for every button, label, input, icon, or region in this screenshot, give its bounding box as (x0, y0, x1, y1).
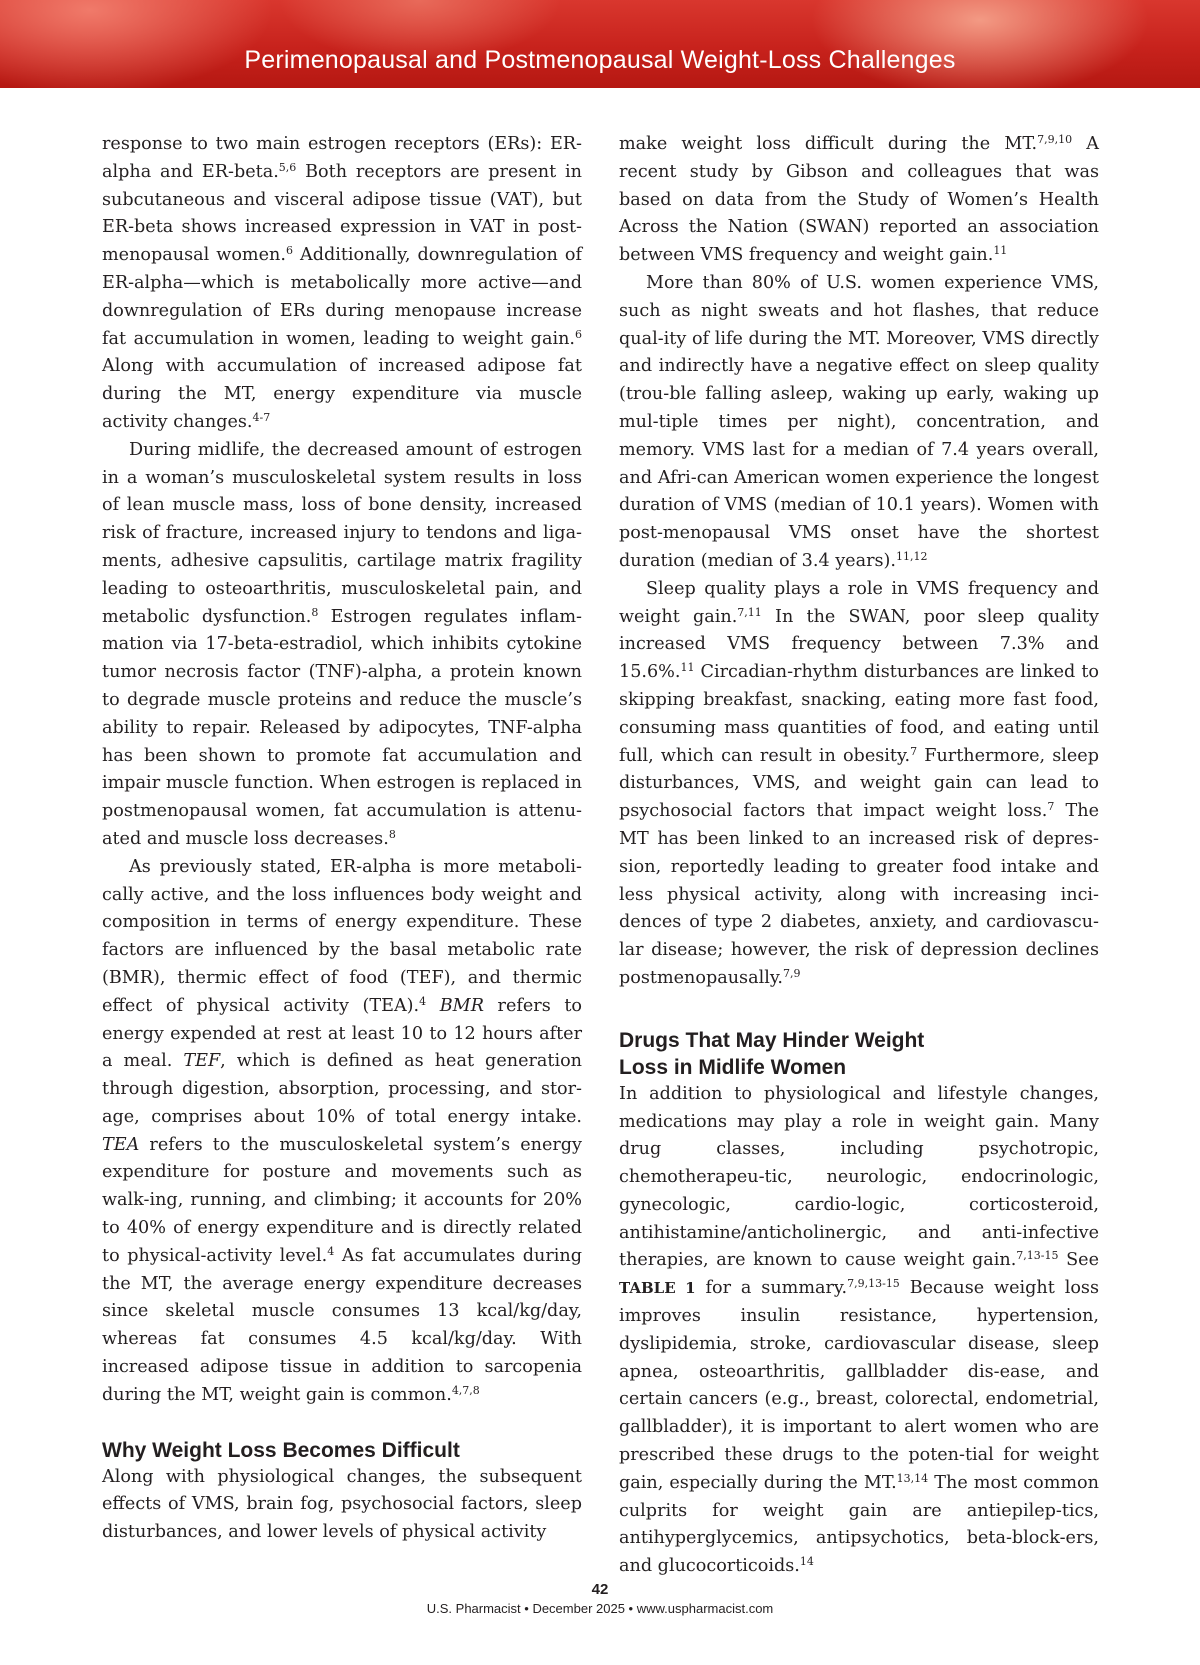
publication-credit: U.S. Pharmacist • December 2025 • www.uspharmacist.com (426, 1601, 774, 1616)
citation: 7,11 (737, 605, 762, 619)
citation: 11 (993, 244, 1008, 258)
page-footer (0, 1580, 1200, 1618)
citation: 7,9 (783, 966, 801, 980)
citation: 11,12 (895, 549, 928, 563)
citation: 6 (575, 327, 582, 341)
citation: 14 (799, 1555, 814, 1569)
header-banner (0, 0, 1200, 88)
right-column (619, 131, 1099, 1581)
paragraph: Along with physiological changes, the subsequent effects of VMS, brain fog, psychosocial factors, sleep disturbances, and lower levels of physical activity (102, 1466, 582, 1543)
page-header-title: Perimenopausal and Postmenopausal Weight-Loss Challenges (244, 46, 956, 74)
citation: 13,14 (896, 1471, 929, 1485)
citation: 8 (311, 605, 319, 619)
paragraph: During midlife, the decreased amount of estrogen in a woman’s musculoskeletal system results in loss of lean muscle mass, loss of bone density, increased risk of fracture, increased injury to tendons and liga-ments, adhesive capsulitis, cartilage matrix fragility leading to osteoarthritis, musculoskeletal pain, and metabolic dysfunction.$^8$ Estrogen regulates inflam-mation via 17-beta-estradiol, which inhibits cytokine tumor necrosis factor (TNF)-alpha, a protein known to degrade muscle proteins and reduce the muscle’s ability to repair. Released by adipocytes, TNF-alpha has been shown to promote fat accumulation and impair muscle function. When estrogen is replaced in postmenopausal women, fat accumulation is attenu-ated and muscle loss decreases.$^8$ (102, 439, 582, 849)
citation: 4 (419, 994, 427, 1008)
page-number: 42 (591, 1581, 609, 1598)
citation: 7 (1047, 800, 1055, 814)
paragraph: make weight loss difficult during the MT.$^{7,9,10}$ A recent study by Gibson and colleagues that was based on data from the Study of Women’s Health Across the Nation (SWAN) reported an association between VMS frequency and weight gain.$^{11}$ (619, 133, 1099, 266)
paragraph: In addition to physiological and lifestyle changes, medications may play a role in weight gain. Many drug classes, including psychotropic, chemotherapeu-tic, neurologic, endocrinologic, gynecologic, cardio-logic, corticosteroid, antihistamine/anticholinergic, and anti-infective therapies, are known to cause weight gain.$^{7,13-15}$ See TABLE 1 for a summary.$^{7,9,13-15}$ Because weight loss improves insulin resistance, hypertension, dyslipidemia, stroke, cardiovascular disease, sleep apnea, osteoarthritis, gallbladder dis-ease, and certain cancers (e.g., breast, colorectal, endometrial, gallbladder), it is important to alert women who are prescribed these drugs to the poten-tial for weight gain, especially during the MT.$^{13,14}$ The most common culprits for weight gain are antiepilep-tics, antihyperglycemics, antipsychotics, beta-block-ers, and glucocorticoids.$^{14}$ (619, 1083, 1099, 1577)
citation: 7,9,10 (1037, 133, 1073, 146)
paragraph: Sleep quality plays a role in VMS frequency and weight gain.$^{7,11}$ In the SWAN, poor sleep quality increased VMS frequency between 7.3% and 15.6%.$^{11}$ Circadian-rhythm disturbances are linked to skipping breakfast, snacking, eating more fast food, consuming mass quantities of food, and eating until full, which can result in obesity.$^7$ Furthermore, sleep disturbances, VMS, and weight gain can lead to psychosocial factors that impact weight loss.$^7$ The MT has been linked to an increased risk of depres-sion, reportedly leading to greater food intake and less physical activity, along with increasing inci-dences of type 2 diabetes, anxiety, and cardiovascu-lar disease; however, the risk of depression declines postmenopausally.$^{7,9}$ (619, 578, 1099, 988)
citation: 5,6 (278, 160, 297, 174)
citation: 8 (388, 827, 396, 841)
citation: 7,13-15 (1016, 1249, 1059, 1263)
citation: 4,7,8 (451, 1383, 480, 1397)
citation: 4 (327, 1244, 335, 1258)
citation: 6 (285, 244, 293, 258)
table-reference: TABLE 1 (619, 1279, 696, 1298)
citation: 11 (680, 661, 695, 675)
citation: 7 (910, 744, 918, 758)
citation: 4-7 (252, 410, 271, 424)
section-heading: Why Weight Loss Becomes Difficult (102, 1438, 460, 1462)
left-column (102, 131, 582, 1547)
section-heading: Drugs That May Hinder Weight Loss in Midlife Women (619, 1028, 925, 1079)
paragraph: As previously stated, ER-alpha is more metaboli-cally active, and the loss influences body weight and composition in terms of energy expenditure. These factors are influenced by the basal metabolic rate (BMR), thermic effect of food (TEF), and thermic effect of physical activity (TEA).$^4$ BMR refers to energy expended at rest at least 10 to 12 hours after a meal. TEF, which is defined as heat generation through digestion, absorption, processing, and stor-age, comprises about 10% of total energy intake. TEA refers to the musculoskeletal system’s energy expenditure for posture and movements such as walk-ing, running, and climbing; it accounts for 20% to 40% of energy expenditure and is directly related to physical-activity level.$^4$ As fat accumulates during the MT, the average energy expenditure decreases since skeletal muscle consumes 13 kcal/kg/day, whereas fat consumes 4.5 kcal/kg/day. With increased adipose tissue in addition to sarcopenia during the MT, weight gain is common.$^{4,7,8}$ (102, 856, 582, 1405)
citation: 7,9,13-15 (847, 1277, 900, 1291)
paragraph: More than 80% of U.S. women experience VMS, such as night sweats and hot flashes, that reduce qual-ity of life during the MT. Moreover, VMS directly and indirectly have a negative effect on sleep quality (trou-ble falling asleep, waking up early, waking up mul-tiple times per night), concentration, and memory. VMS last for a median of 7.4 years overall, and Afri-can American women experience the longest duration of VMS (median of 10.1 years). Women with post-menopausal VMS onset have the shortest duration (median of 3.4 years).$^{11,12}$ (619, 272, 1099, 571)
paragraph: response to two main estrogen receptors (ERs): ER-alpha and ER-beta.$^{5,6}$ Both receptors are present in subcutaneous and visceral adipose tissue (VAT), but ER-beta shows increased expression in VAT in post-menopausal women.$^6$ Additionally, downregulation of ER-alpha—which is metabolically more active—and downregulation of ERs during menopause increase fat accumulation in women, leading to weight gain.$^6$ Along with accumulation of increased adipose fat during the MT, energy expenditure via muscle activity changes.$^{4-7}$ (102, 134, 582, 432)
